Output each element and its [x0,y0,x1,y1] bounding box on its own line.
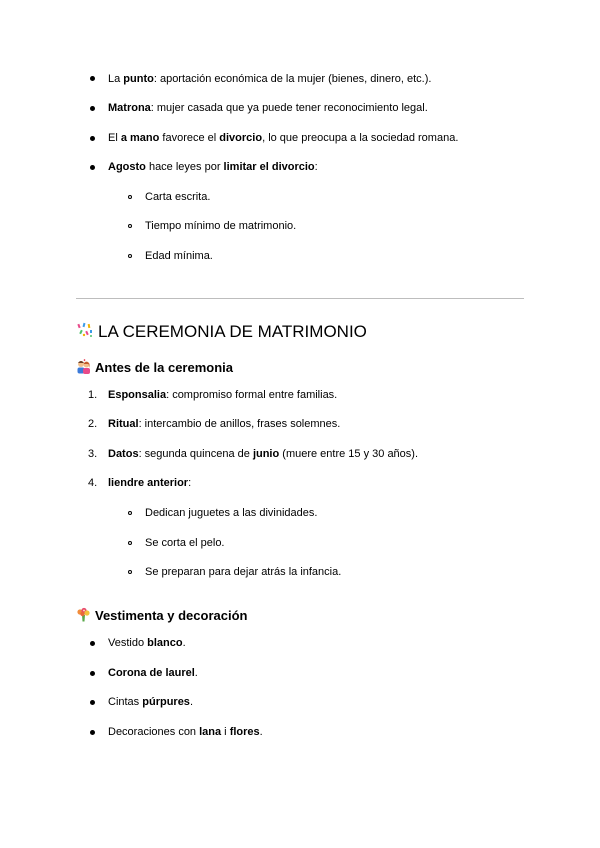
list-bullet [90,641,95,646]
bold-text: Datos [108,448,139,460]
sub-list-bullet [128,570,132,574]
text-run: favorece el [159,132,220,144]
bold-text: liendre anterior [108,477,189,489]
text-run: : aportación económica de la mujer (bienes, dinero, etc.). [153,73,432,85]
bold-text: limitar el divorcio [223,161,315,173]
list-number: 1. [88,389,98,401]
list-item [108,476,191,490]
sub-list-bullet [128,511,132,515]
sub-list-item: Edad mínima. [145,250,213,262]
list-item [108,388,337,402]
bold-text: Esponsalia [108,389,167,401]
bold-text: punto [123,73,154,85]
text-run: . [182,637,186,649]
text-run: hace leyes por [145,161,224,173]
text-run: : segunda quincena de [138,448,253,460]
sub-list-bullet [128,224,132,228]
bold-text: a mano [120,132,160,144]
list-bullet [90,165,95,170]
text-run: El [108,132,121,144]
bold-text: Corona de laurel [108,667,195,679]
text-run: (muere entre 15 y 30 años). [279,448,419,460]
bold-text: divorcio [219,132,263,144]
subsection-heading [76,359,233,377]
list-bullet [90,106,95,111]
text-run: . [259,726,263,738]
text-run: : [188,477,192,489]
text-run: : intercambio de anillos, frases solemnes. [138,418,341,430]
list-item [108,695,193,709]
couple-icon [76,359,91,374]
list-item [108,636,186,650]
list-bullet [90,136,95,141]
sub-list-item: Dedican juguetes a las divinidades. [145,507,318,519]
text-run: : compromiso formal entre familias. [166,389,338,401]
text-run: La [108,73,124,85]
text-run: , lo que preocupa a la sociedad romana. [262,132,459,144]
text-run: Decoraciones con [108,726,200,738]
sub-list-bullet [128,541,132,545]
bold-text: flores [229,726,260,738]
section-title [76,321,367,343]
subsection-heading-text: Antes de la ceremonia [95,360,233,375]
text-run: i [221,726,230,738]
bold-text: Ritual [108,418,139,430]
list-item [108,725,263,739]
list-item [108,666,198,680]
text-run: Vestido [108,637,148,649]
list-number: 2. [88,418,98,430]
list-item [108,447,418,461]
list-bullet [90,671,95,676]
list-bullet [90,730,95,735]
list-item [108,160,318,174]
sub-list-bullet [128,195,132,199]
bold-text: blanco [147,637,183,649]
list-number: 4. [88,477,98,489]
list-item [108,72,431,86]
sub-list-item: Se preparan para dejar atrás la infancia. [145,566,342,578]
list-item [108,131,458,145]
bold-text: Matrona [108,102,151,114]
horizontal-divider [76,298,524,299]
bold-text: junio [252,448,280,460]
subsection-heading-text: Vestimenta y decoración [95,608,248,623]
sub-list-item: Carta escrita. [145,191,211,203]
text-run: : [314,161,318,173]
sub-list-item: Tiempo mínimo de matrimonio. [145,220,297,232]
section-title-text: LA CEREMONIA DE MATRIMONIO [98,322,367,341]
text-run: . [194,667,198,679]
sub-list-bullet [128,254,132,258]
bold-text: Agosto [108,161,146,173]
text-run: Cintas [108,696,143,708]
list-number: 3. [88,448,98,460]
list-item [108,101,428,115]
bold-text: púrpures [142,696,190,708]
text-run: : mujer casada que ya puede tener reconocimiento legal. [150,102,428,114]
bouquet-icon [76,607,91,622]
sub-list-item: Se corta el pelo. [145,537,225,549]
list-bullet [90,76,95,81]
confetti-icon [76,321,94,339]
bold-text: lana [199,726,222,738]
subsection-heading [76,607,247,625]
list-item [108,417,340,431]
list-bullet [90,700,95,705]
text-run: . [189,696,193,708]
